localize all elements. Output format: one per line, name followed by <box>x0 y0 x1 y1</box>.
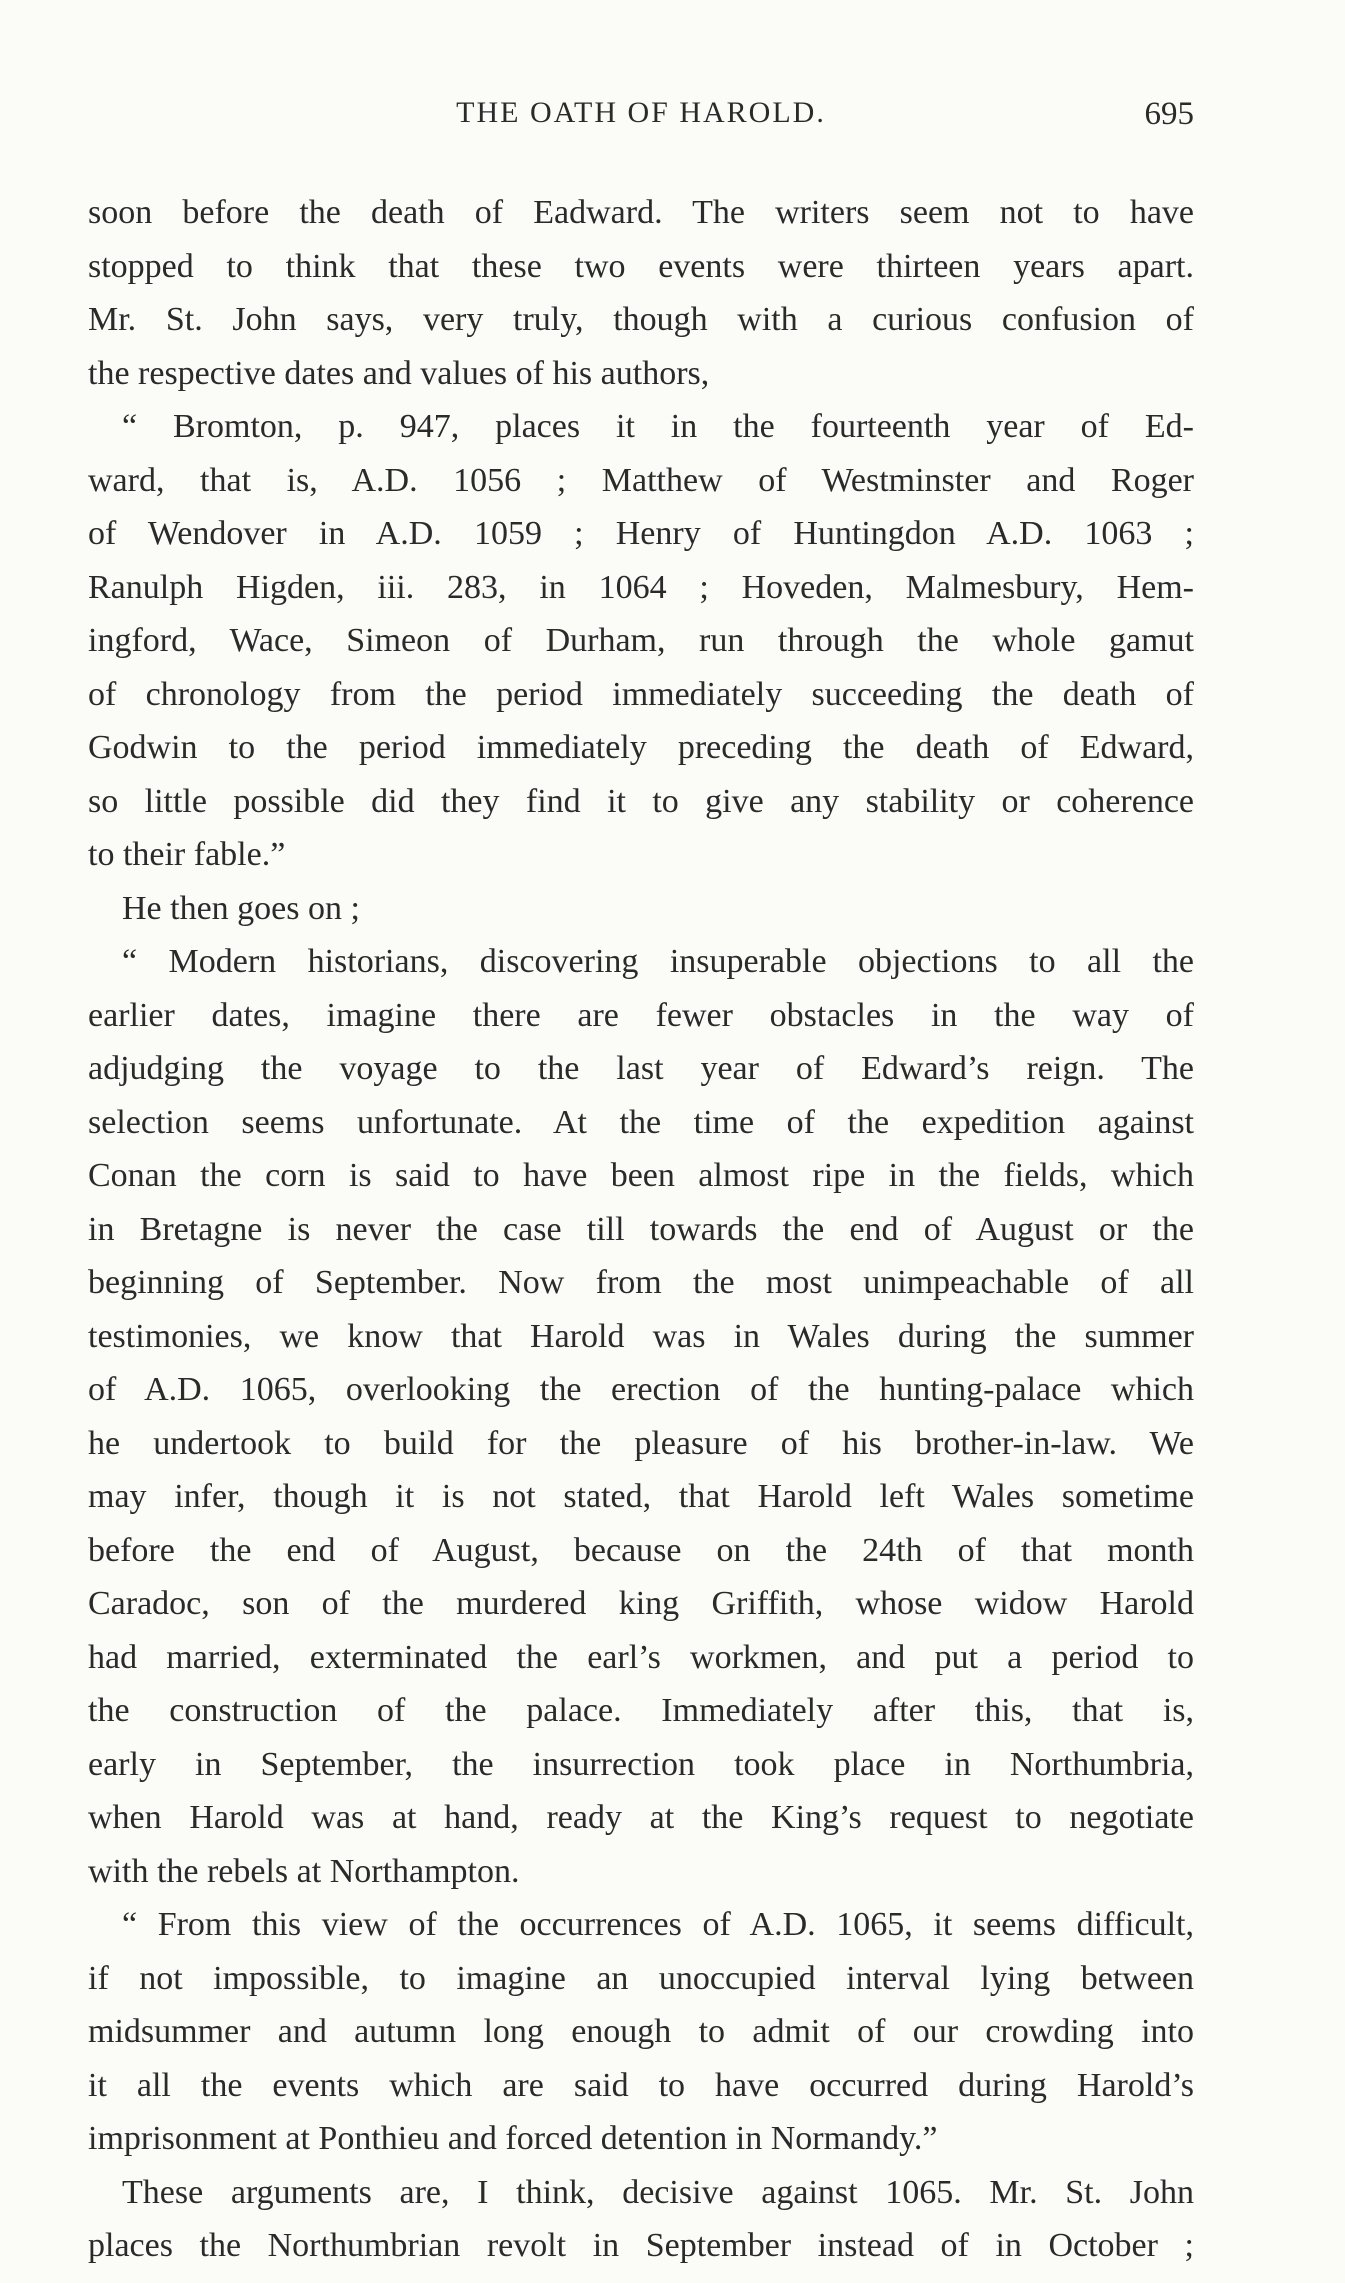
text-line: “ From this view of the occurrences of A.D. 1065, it seems difficult, <box>122 1906 1194 1943</box>
text-line: of Wendover in A.D. 1059 ; Henry of Huntingdon A.D. 1063 ; <box>88 515 1194 552</box>
text-line: stopped to think that these two events were thirteen years apart. <box>88 247 1194 285</box>
text-line: “ Bromton, p. 947, places it in the fourteenth year of Ed- <box>122 408 1194 445</box>
text-line: imprisonment at Ponthieu and forced detention in Normandy.” <box>88 2120 938 2157</box>
text-line: testimonies, we know that Harold was in Wales during the summer <box>88 1317 1194 1355</box>
text-line: Mr. St. John says, very truly, though with a curious confusion of <box>88 301 1194 338</box>
text-line: adjudging the voyage to the last year of Edward’s reign. The <box>88 1050 1194 1087</box>
running-head: THE OATH OF HAROLD. <box>456 96 826 129</box>
text-line: in Bretagne is never the case till towards the end of August or the <box>88 1210 1194 1248</box>
text-line: beginning of September. Now from the most unimpeachable of all <box>88 1264 1194 1301</box>
text-line: He then goes on ; <box>122 889 360 927</box>
text-line: places the Northumbrian revolt in September instead of in October ; <box>88 2227 1194 2264</box>
text-line: early in September, the insurrection took place in Northumbria, <box>88 1745 1194 1783</box>
text-line: Godwin to the period immediately preceding the death of Edward, <box>88 729 1194 766</box>
text-line: These arguments are, I think, decisive against 1065. Mr. St. John <box>122 2173 1194 2211</box>
text-line: so little possible did they find it to give any stability or coherence <box>88 782 1194 820</box>
text-line: ingford, Wace, Simeon of Durham, run through the whole gamut <box>88 622 1194 659</box>
text-line: earlier dates, imagine there are fewer obstacles in the way of <box>88 996 1194 1034</box>
text-line: of chronology from the period immediately succeeding the death of <box>88 675 1194 713</box>
text-line: Caradoc, son of the murdered king Griffith, whose widow Harold <box>88 1585 1194 1622</box>
text-line: before the end of August, because on the 24th of that month <box>88 1531 1194 1569</box>
text-line: Conan the corn is said to have been almost ripe in the fields, which <box>88 1157 1194 1194</box>
text-line: of A.D. 1065, overlooking the erection of the hunting-palace which <box>88 1371 1194 1408</box>
text-line: the respective dates and values of his authors, <box>88 354 710 392</box>
text-line: had married, exterminated the earl’s workmen, and put a period to <box>88 1638 1194 1676</box>
text-line: selection seems unfortunate. At the time of the expedition against <box>88 1103 1194 1141</box>
page-header <box>88 96 1194 146</box>
text-line: midsummer and autumn long enough to admit of our crowding into <box>88 2013 1194 2050</box>
body-text <box>88 186 1194 2273</box>
page-number: 695 <box>1144 96 1194 132</box>
text-line: with the rebels at Northampton. <box>88 1852 520 1890</box>
text-line: Ranulph Higden, iii. 283, in 1064 ; Hoveden, Malmesbury, Hem- <box>88 568 1194 606</box>
text-line: ward, that is, A.D. 1056 ; Matthew of Westminster and Roger <box>88 461 1194 499</box>
text-line: he undertook to build for the pleasure of his brother-in-law. We <box>88 1424 1194 1462</box>
text-line: soon before the death of Eadward. The writers seem not to have <box>88 194 1194 231</box>
text-line: may infer, though it is not stated, that Harold left Wales sometime <box>88 1478 1194 1515</box>
text-line: if not impossible, to imagine an unoccupied interval lying between <box>88 1959 1194 1997</box>
text-line: the construction of the palace. Immediately after this, that is, <box>88 1692 1194 1729</box>
text-line: “ Modern historians, discovering insuperable objections to all the <box>122 943 1194 980</box>
text-line: when Harold was at hand, ready at the King’s request to negotiate <box>88 1799 1194 1836</box>
text-line: to their fable.” <box>88 836 286 873</box>
text-line: it all the events which are said to have occurred during Harold’s <box>88 2066 1194 2104</box>
